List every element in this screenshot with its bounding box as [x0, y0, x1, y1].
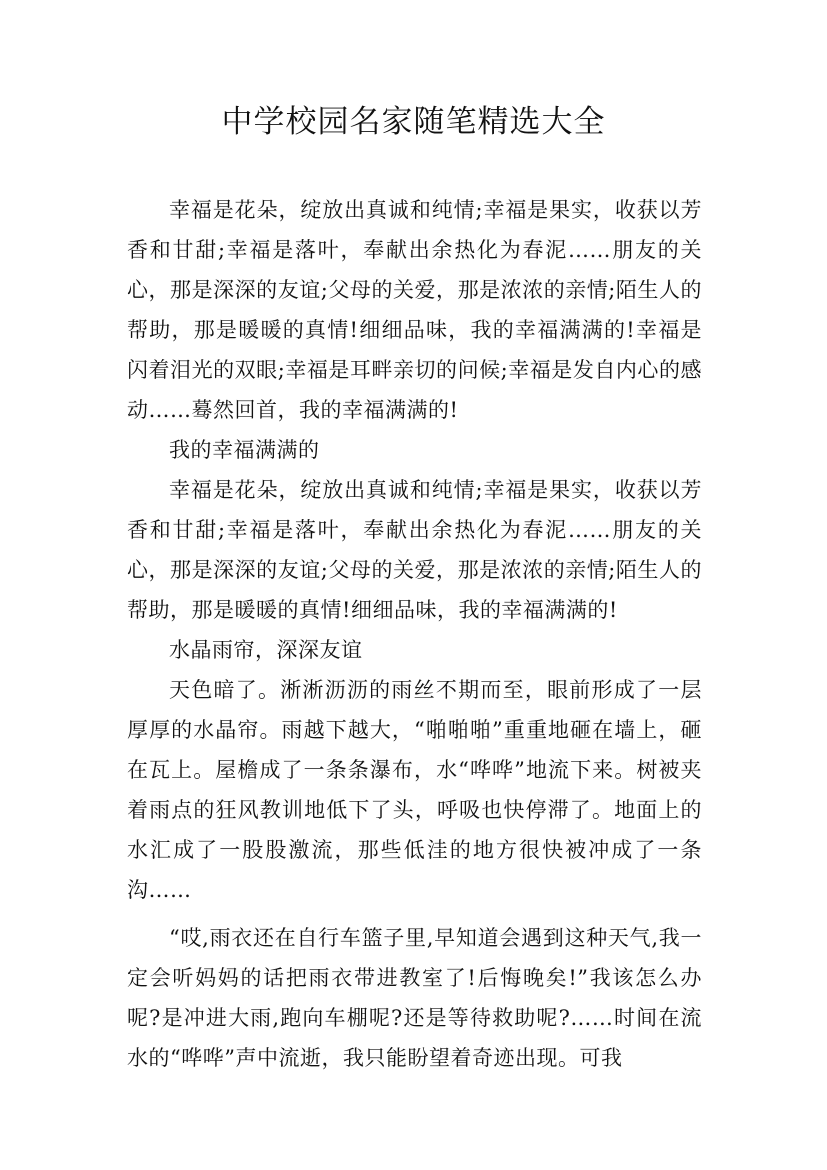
paragraph-happiness-intro: 幸福是花朵，绽放出真诚和纯情;幸福是果实，收获以芳香和甘甜;幸福是落叶，奉献出余热化为春泥……朋友的关心，那是深深的友谊;父母的关爱，那是浓浓的亲情;陌生人的帮助，那是暖暖的真情!细细品味，我的幸福满满的!幸福是闪着泪光的双眼;幸福是耳畔亲切的问候;幸福是发自内心的感动……蓦然回首，我的幸福满满的! [127, 198, 702, 422]
document-title: 中学校园名家随笔精选大全 [221, 104, 606, 140]
section-heading-rain-curtain: 水晶雨帘，深深友谊 [169, 638, 363, 662]
document-body [127, 190, 702, 1078]
paragraph-rain-description: 天色暗了。淅淅沥沥的雨丝不期而至，眼前形成了一层厚厚的水晶帘。雨越下越大，“啪啪啪”重重地砸在墙上，砸在瓦上。屋檐成了一条条瀑布，水“哗哗”地流下来。树被夹着雨点的狂风教训地低下了头，呼吸也快停滞了。地面上的水汇成了一股股激流，那些低洼的地方很快被冲成了一条沟…… [127, 678, 702, 902]
section-heading-happiness: 我的幸福满满的 [169, 438, 320, 462]
paragraph-happiness-repeat: 幸福是花朵，绽放出真诚和纯情;幸福是果实，收获以芳香和甘甜;幸福是落叶，奉献出余热化为春泥……朋友的关心，那是深深的友谊;父母的关爱，那是浓浓的亲情;陌生人的帮助，那是暖暖的真情!细细品味，我的幸福满满的! [127, 478, 702, 622]
paragraph-raincoat: “哎,雨衣还在自行车篮子里,早知道会遇到这种天气,我一定会听妈妈的话把雨衣带进教室了!后悔晚矣!”我该怎么办呢?是冲进大雨,跑向车棚呢?还是等待救助呢?……时间在流水的“哗哗”声中流逝，我只能盼望着奇迹出现。可我 [127, 926, 702, 1070]
